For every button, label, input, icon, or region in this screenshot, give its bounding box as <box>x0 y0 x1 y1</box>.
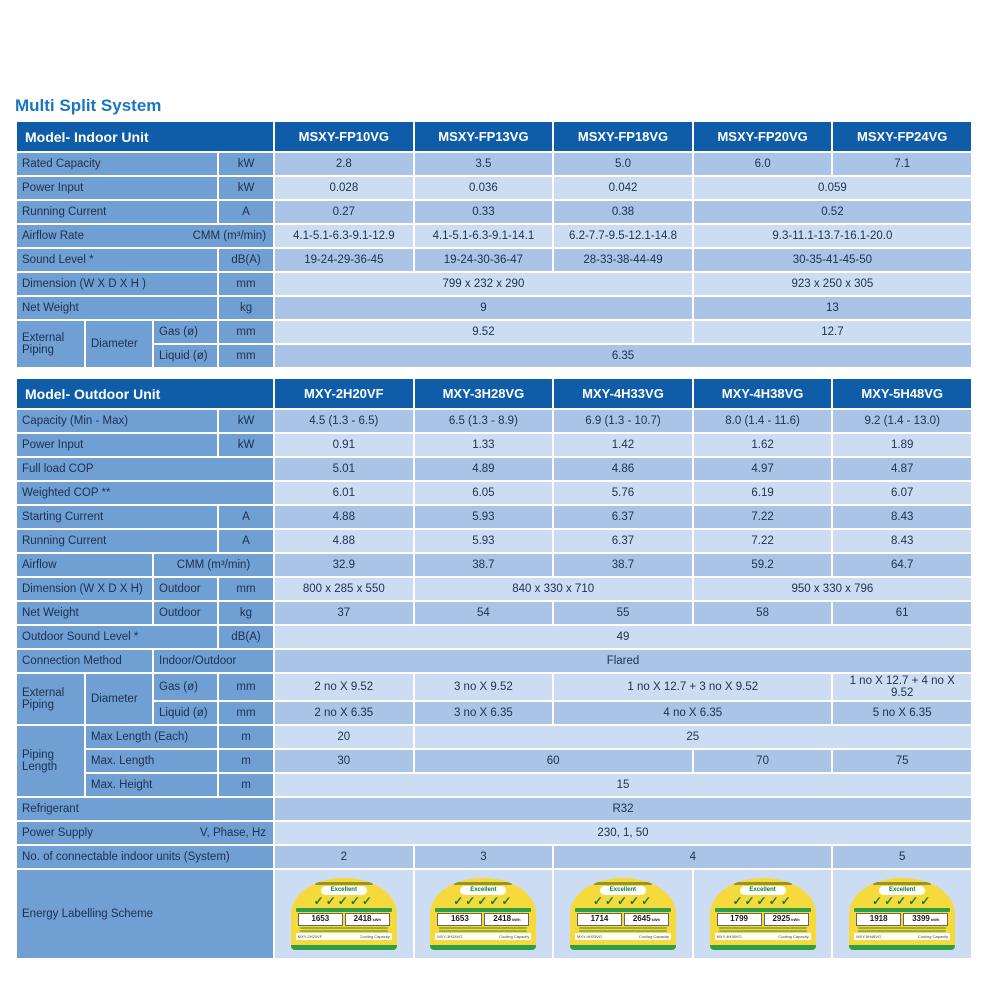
label-footer-band <box>570 945 676 950</box>
value-cell: 840 x 330 x 710 <box>415 578 692 600</box>
unit-label: kW <box>219 177 273 199</box>
model-header: MSXY-FP13VG <box>415 122 553 151</box>
row-label: Energy Labelling Scheme <box>17 870 273 958</box>
table-header-label: Model- Indoor Unit <box>17 122 273 151</box>
label-energy-unit: kWh <box>512 917 521 922</box>
row-label: External Piping <box>17 321 84 367</box>
label-header-micro-text <box>594 882 652 885</box>
label-fine-print <box>579 927 667 932</box>
model-header: MXY-4H38VG <box>694 379 832 408</box>
unit-label: A <box>219 201 273 223</box>
label-energy-value: 3399kWh <box>903 913 948 926</box>
label-green-band <box>296 908 392 912</box>
row-label: Liquid (ø) <box>154 345 217 367</box>
label-header-micro-text <box>315 882 373 885</box>
label-rating-text: Excellent <box>740 886 786 895</box>
row-label: Net Weight <box>17 602 152 624</box>
label-energy-unit: kWh <box>651 917 661 922</box>
label-header-micro-text <box>454 882 512 885</box>
label-footer-band <box>710 945 816 950</box>
table-row <box>17 774 971 796</box>
value-cell: 5.01 <box>275 458 413 480</box>
value-cell: 9 <box>275 297 692 319</box>
unit-label: CMM (m³/min) <box>154 554 273 576</box>
value-cell: 4.86 <box>554 458 692 480</box>
value-cell: 19-24-29-36-45 <box>275 249 413 271</box>
value-cell: 0.38 <box>554 201 692 223</box>
value-cell: 32.9 <box>275 554 413 576</box>
label-ticks-icon: ✓✓✓✓✓ <box>872 894 933 908</box>
table-row <box>17 822 971 844</box>
value-cell: 9.3-11.1-13.7-16.1-20.0 <box>694 225 971 247</box>
table-body <box>17 122 971 367</box>
value-cell: 2 no X 9.52 <box>275 674 413 700</box>
label-ticks-icon: ✓✓✓✓✓ <box>313 894 374 908</box>
value-cell: 0.036 <box>415 177 553 199</box>
label-ticks-icon: ✓✓✓✓✓ <box>592 894 654 908</box>
label-model-strip <box>715 933 811 940</box>
unit-label: V, Phase, Hz <box>199 827 266 839</box>
value-cell: 230, 1, 50 <box>275 822 971 844</box>
label-energy-value: 2418kWh <box>345 913 390 926</box>
value-cell: 55 <box>554 602 692 624</box>
label-capacity-text: Cooling Capacity <box>778 934 809 939</box>
row-label: Rated Capacity <box>17 153 217 175</box>
row-label: Power Input <box>17 434 217 456</box>
label-fine-print <box>439 927 527 932</box>
unit-label: mm <box>219 702 273 724</box>
value-cell: 1.42 <box>554 434 692 456</box>
value-cell: 1.33 <box>415 434 553 456</box>
value-cell: 0.52 <box>694 201 971 223</box>
label-rating-text: Excellent <box>460 886 506 895</box>
value-cell: 1 no X 12.7 + 4 no X 9.52 <box>833 674 971 700</box>
label-header-micro-text <box>734 882 792 885</box>
value-cell: 38.7 <box>415 554 553 576</box>
row-label: Max. Length <box>86 750 217 772</box>
value-cell: 25 <box>415 726 971 748</box>
value-cell: R32 <box>275 798 971 820</box>
label-footer-band <box>291 945 397 950</box>
value-cell: 6.37 <box>554 530 692 552</box>
table-row <box>17 554 971 576</box>
label-value-boxes <box>298 913 390 926</box>
value-cell: 59.2 <box>694 554 832 576</box>
value-cell: 5.76 <box>554 482 692 504</box>
value-cell: 2.8 <box>275 153 413 175</box>
value-cell: 8.43 <box>833 506 971 528</box>
value-cell: 30-35-41-45-50 <box>694 249 971 271</box>
value-cell: 0.91 <box>275 434 413 456</box>
page-title: Multi Split System <box>15 96 162 115</box>
energy-label-cell <box>694 870 832 958</box>
label-energy-value: 2418kWh <box>484 913 529 926</box>
table-row <box>17 297 971 319</box>
table-row <box>17 177 971 199</box>
row-label: Weighted COP ** <box>17 482 273 504</box>
row-label: No. of connectable indoor units (System) <box>17 846 273 868</box>
unit-label: kg <box>219 602 273 624</box>
fine-print-line <box>719 927 807 929</box>
value-cell: 5.93 <box>415 506 553 528</box>
row-label: Connection Method <box>17 650 152 672</box>
row-label: Dimension (W X D X H ) <box>17 273 217 295</box>
table-row <box>17 870 971 958</box>
model-header: MSXY-FP20VG <box>694 122 832 151</box>
value-cell: 1.62 <box>694 434 832 456</box>
header-row <box>17 379 971 408</box>
value-cell: 5 no X 6.35 <box>833 702 971 724</box>
label-footer-band <box>430 945 536 950</box>
value-cell: 6.07 <box>833 482 971 504</box>
table-row <box>17 153 971 175</box>
row-label: External Piping <box>17 674 84 724</box>
label-rating-text: Excellent <box>600 886 646 895</box>
energy-label-cell <box>833 870 971 958</box>
unit-label: mm <box>219 674 273 700</box>
label-ticks-icon: ✓✓✓✓✓ <box>453 894 514 908</box>
label-energy-unit: kWh <box>791 917 800 922</box>
row-label: Indoor/Outdoor <box>154 650 273 672</box>
label-model-text: MXY-2H20VF <box>297 934 323 939</box>
label-value-boxes <box>437 913 529 926</box>
row-label: Refrigerant <box>17 798 273 820</box>
label-cost-value: 1653 <box>298 913 343 926</box>
value-cell: 1 no X 12.7 + 3 no X 9.52 <box>554 674 831 700</box>
value-cell: 58 <box>694 602 832 624</box>
value-cell: 6.35 <box>275 345 971 367</box>
value-cell: 54 <box>415 602 553 624</box>
model-header: MXY-2H20VF <box>275 379 413 408</box>
label-capacity-text: Cooling Capacity <box>359 934 390 939</box>
table-row <box>17 201 971 223</box>
unit-label: kW <box>219 410 273 432</box>
row-label: Outdoor <box>154 578 217 600</box>
value-cell: 37 <box>275 602 413 624</box>
row-label: Airflow <box>17 554 152 576</box>
row-label <box>17 225 273 247</box>
value-cell: 64.7 <box>833 554 971 576</box>
row-label: Net Weight <box>17 297 217 319</box>
table-row <box>17 702 971 724</box>
table-row <box>17 482 971 504</box>
value-cell: 30 <box>275 750 413 772</box>
value-cell: 950 x 330 x 796 <box>694 578 971 600</box>
row-label-text: Airflow Rate <box>22 230 84 242</box>
value-cell: 2 <box>275 846 413 868</box>
value-cell: 4.88 <box>275 506 413 528</box>
unit-label: A <box>219 506 273 528</box>
label-model-strip <box>435 933 531 940</box>
value-cell: 3 no X 6.35 <box>415 702 553 724</box>
value-cell: 5.93 <box>415 530 553 552</box>
label-rating-text: Excellent <box>879 886 925 895</box>
unit-label: kW <box>219 153 273 175</box>
unit-label: mm <box>219 345 273 367</box>
table-row <box>17 798 971 820</box>
table-row <box>17 434 971 456</box>
label-model-text: MXY-3H28VG <box>437 934 463 939</box>
label-fine-print <box>858 927 946 932</box>
table-header-label: Model- Outdoor Unit <box>17 379 273 408</box>
unit-label: kg <box>219 297 273 319</box>
label-cost-value: 1714 <box>577 913 622 926</box>
value-cell: 7.22 <box>694 506 832 528</box>
model-header: MSXY-FP18VG <box>554 122 692 151</box>
row-label: Piping Length <box>17 726 84 796</box>
label-model-text: MXY-4H33VG <box>576 934 602 939</box>
fine-print-line <box>579 930 667 932</box>
row-label: Diameter <box>86 674 152 724</box>
label-model-strip <box>575 933 671 940</box>
model-header: MXY-4H33VG <box>554 379 692 408</box>
fine-print-line <box>300 930 388 932</box>
unit-label: m <box>219 774 273 796</box>
unit-label: m <box>219 726 273 748</box>
table-row <box>17 345 971 367</box>
value-cell: 60 <box>415 750 692 772</box>
value-cell: 6.9 (1.3 - 10.7) <box>554 410 692 432</box>
table-row <box>17 458 971 480</box>
value-cell: 70 <box>694 750 832 772</box>
label-fine-print <box>719 927 807 932</box>
table-row <box>17 846 971 868</box>
table-row <box>17 578 971 600</box>
value-cell: 7.22 <box>694 530 832 552</box>
value-cell: 38.7 <box>554 554 692 576</box>
value-cell: 0.27 <box>275 201 413 223</box>
row-label: Full load COP <box>17 458 273 480</box>
row-label: Outdoor Sound Level * <box>17 626 217 648</box>
label-green-band <box>575 908 671 912</box>
fine-print-line <box>858 930 946 932</box>
unit-label: mm <box>219 321 273 343</box>
value-cell: 19-24-30-36-47 <box>415 249 553 271</box>
unit-label: mm <box>219 578 273 600</box>
label-ticks-icon: ✓✓✓✓✓ <box>732 894 793 908</box>
value-cell: 6.01 <box>275 482 413 504</box>
fine-print-line <box>439 930 527 932</box>
unit-label: CMM (m³/min) <box>192 230 267 242</box>
value-cell: 6.0 <box>694 153 832 175</box>
unit-label: dB(A) <box>219 249 273 271</box>
value-cell: 6.5 (1.3 - 8.9) <box>415 410 553 432</box>
row-label: Gas (ø) <box>154 321 217 343</box>
label-rating-text: Excellent <box>321 886 367 895</box>
row-label: Running Current <box>17 530 217 552</box>
value-cell: 61 <box>833 602 971 624</box>
row-label: Capacity (Min - Max) <box>17 410 217 432</box>
value-cell: 20 <box>275 726 413 748</box>
value-cell: 0.028 <box>275 177 413 199</box>
energy-label-badge <box>710 878 816 950</box>
value-cell: 923 x 250 x 305 <box>694 273 971 295</box>
label-capacity-text: Cooling Capacity <box>638 934 669 939</box>
value-cell: 9.52 <box>275 321 692 343</box>
outdoor-unit-table <box>15 377 973 960</box>
value-cell: Flared <box>275 650 971 672</box>
model-header: MXY-5H48VG <box>833 379 971 408</box>
fine-print-line <box>719 930 807 932</box>
model-header: MSXY-FP10VG <box>275 122 413 151</box>
value-cell: 6.19 <box>694 482 832 504</box>
row-label: Power Input <box>17 177 217 199</box>
label-green-band <box>715 908 811 912</box>
unit-label: mm <box>219 273 273 295</box>
row-label: Gas (ø) <box>154 674 217 700</box>
energy-label-badge <box>291 878 397 950</box>
value-cell: 13 <box>694 297 971 319</box>
value-cell: 800 x 285 x 550 <box>275 578 413 600</box>
label-model-text: MXY-5H48VG <box>856 934 882 939</box>
value-cell: 4.87 <box>833 458 971 480</box>
value-cell: 5.0 <box>554 153 692 175</box>
table-row <box>17 249 971 271</box>
label-green-band <box>435 908 531 912</box>
row-label: Outdoor <box>154 602 217 624</box>
energy-label-cell <box>554 870 692 958</box>
energy-label-cell <box>415 870 553 958</box>
table-row <box>17 506 971 528</box>
value-cell: 8.0 (1.4 - 11.6) <box>694 410 832 432</box>
label-model-strip <box>854 933 950 940</box>
spec-tables-container <box>15 120 973 960</box>
value-cell: 4 no X 6.35 <box>554 702 831 724</box>
value-cell: 0.059 <box>694 177 971 199</box>
value-cell: 75 <box>833 750 971 772</box>
label-capacity-text: Cooling Capacity <box>499 934 530 939</box>
value-cell: 0.042 <box>554 177 692 199</box>
table-row <box>17 225 971 247</box>
row-label-text: Power Supply <box>22 827 93 839</box>
row-label: Sound Level * <box>17 249 217 271</box>
indoor-unit-table <box>15 120 973 369</box>
energy-label-badge <box>570 878 676 950</box>
value-cell: 4.1-5.1-6.3-9.1-12.9 <box>275 225 413 247</box>
value-cell: 8.43 <box>833 530 971 552</box>
value-cell: 1.89 <box>833 434 971 456</box>
table-row <box>17 410 971 432</box>
label-fine-print <box>300 927 388 932</box>
label-capacity-text: Cooling Capacity <box>917 934 949 939</box>
model-header: MSXY-FP24VG <box>833 122 971 151</box>
row-label: Max Length (Each) <box>86 726 217 748</box>
table-row <box>17 650 971 672</box>
row-label: Dimension (W X D X H) <box>17 578 152 600</box>
unit-label: dB(A) <box>219 626 273 648</box>
value-cell: 28-33-38-44-49 <box>554 249 692 271</box>
value-cell: 6.05 <box>415 482 553 504</box>
fine-print-line <box>858 927 946 929</box>
value-cell: 5 <box>833 846 971 868</box>
row-label: Max. Height <box>86 774 217 796</box>
value-cell: 12.7 <box>694 321 971 343</box>
table-row <box>17 726 971 748</box>
value-cell: 9.2 (1.4 - 13.0) <box>833 410 971 432</box>
label-cost-value: 1653 <box>437 913 482 926</box>
value-cell: 49 <box>275 626 971 648</box>
label-energy-value: 2925kWh <box>764 913 809 926</box>
label-energy-value: 2645kWh <box>624 913 669 926</box>
value-cell: 7.1 <box>833 153 971 175</box>
label-cost-value: 1918 <box>856 913 901 926</box>
value-cell: 15 <box>275 774 971 796</box>
label-energy-unit: kWh <box>930 917 940 922</box>
row-label: Diameter <box>86 321 152 367</box>
label-value-boxes <box>856 913 948 926</box>
label-footer-band <box>849 945 955 950</box>
value-cell: 3.5 <box>415 153 553 175</box>
value-cell: 799 x 232 x 290 <box>275 273 692 295</box>
table-row <box>17 273 971 295</box>
label-value-boxes <box>577 913 669 926</box>
value-cell: 4.97 <box>694 458 832 480</box>
table-row <box>17 750 971 772</box>
table-row <box>17 626 971 648</box>
value-cell: 6.2-7.7-9.5-12.1-14.8 <box>554 225 692 247</box>
fine-print-line <box>300 927 388 929</box>
model-header: MXY-3H28VG <box>415 379 553 408</box>
value-cell: 6.37 <box>554 506 692 528</box>
label-energy-unit: kWh <box>372 917 381 922</box>
label-header-micro-text <box>873 882 931 885</box>
unit-label: kW <box>219 434 273 456</box>
table-row <box>17 321 971 343</box>
label-model-text: MXY-4H38VG <box>716 934 742 939</box>
table-row <box>17 530 971 552</box>
energy-label-badge <box>849 878 955 950</box>
value-cell: 4.89 <box>415 458 553 480</box>
value-cell: 4.88 <box>275 530 413 552</box>
label-model-strip <box>296 933 392 940</box>
table-row <box>17 602 971 624</box>
energy-label-badge <box>430 878 536 950</box>
label-cost-value: 1799 <box>717 913 762 926</box>
value-cell: 4.5 (1.3 - 6.5) <box>275 410 413 432</box>
value-cell: 3 <box>415 846 553 868</box>
table-row <box>17 674 971 700</box>
label-value-boxes <box>717 913 809 926</box>
value-cell: 0.33 <box>415 201 553 223</box>
fine-print-line <box>579 927 667 929</box>
row-label: Liquid (ø) <box>154 702 217 724</box>
row-label: Starting Current <box>17 506 217 528</box>
header-row <box>17 122 971 151</box>
row-label <box>17 822 273 844</box>
label-green-band <box>854 908 950 912</box>
value-cell: 3 no X 9.52 <box>415 674 553 700</box>
energy-label-cell <box>275 870 413 958</box>
value-cell: 4.1-5.1-6.3-9.1-14.1 <box>415 225 553 247</box>
value-cell: 4 <box>554 846 831 868</box>
row-label: Running Current <box>17 201 217 223</box>
fine-print-line <box>439 927 527 929</box>
unit-label: m <box>219 750 273 772</box>
value-cell: 2 no X 6.35 <box>275 702 413 724</box>
unit-label: A <box>219 530 273 552</box>
table-body <box>17 379 971 958</box>
